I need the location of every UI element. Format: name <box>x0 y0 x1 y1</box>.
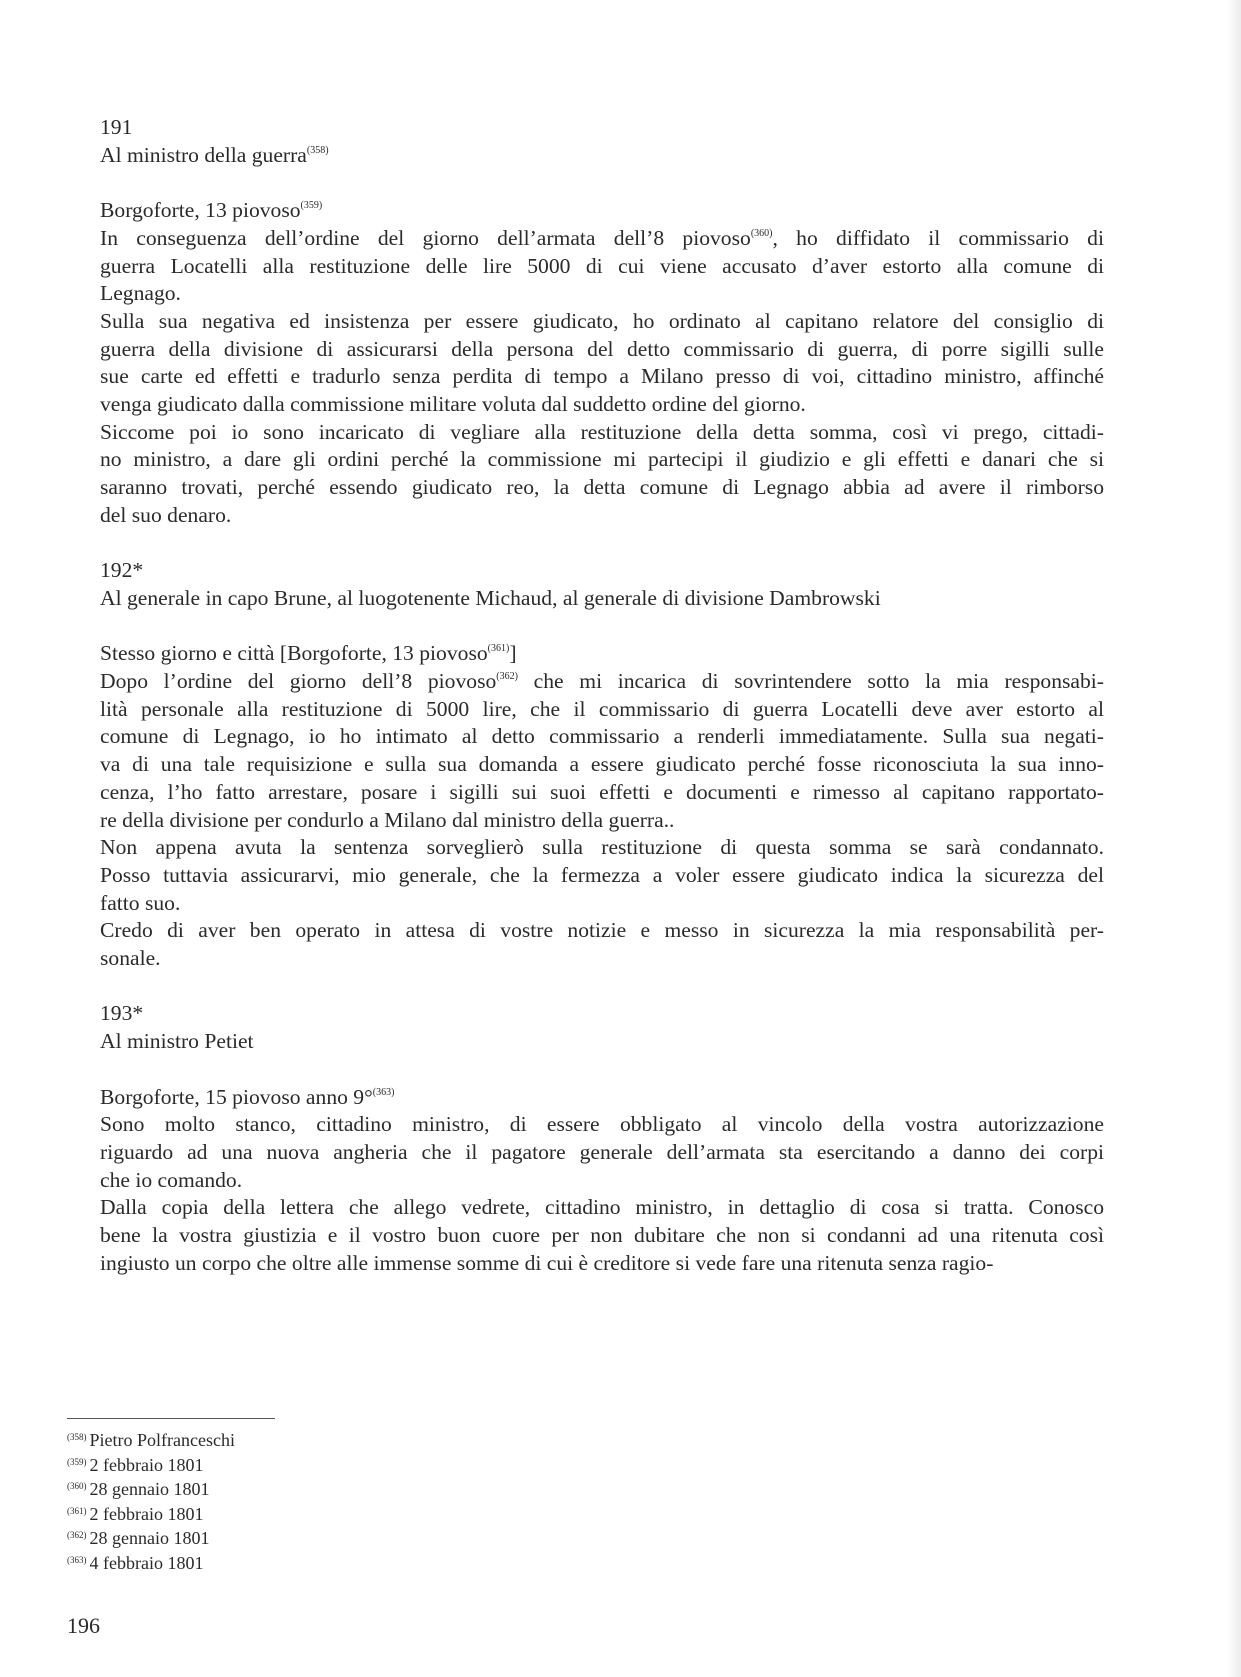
footnote-item <box>67 1526 235 1551</box>
page-edge-shadow <box>1227 0 1241 1677</box>
letter-recipient <box>100 142 1104 170</box>
letter-place-date <box>100 1084 1104 1112</box>
footnote-item <box>67 1453 235 1478</box>
text-line: no ministro, a dare gli ordini perché la commissione mi partecipi il giudizio e gli effetti e danari che si <box>100 447 1104 472</box>
paragraph <box>100 668 1104 834</box>
text-line: Legnago. <box>100 281 181 306</box>
text-line: sonale. <box>100 946 161 971</box>
footnote-number: (360) <box>67 1481 87 1492</box>
document-body <box>100 114 1104 1277</box>
text-line: Posso tuttavia assicurarvi, mio generale, che la fermezza a voler essere giudicato indica la sicurezza del <box>100 862 1104 887</box>
text-line: riguardo ad una nuova angheria che il pagatore generale dell’armata sta esercitando a danno dei corpi <box>100 1139 1104 1164</box>
footnote-text: 2 febbraio 1801 <box>89 1454 204 1475</box>
text-line: guerra della divisione di assicurarsi della persona del detto commissario di guerra, di porre sigilli sulle <box>100 336 1104 361</box>
footnote-ref: (362) <box>496 671 518 683</box>
text-line: Siccome poi io sono incaricato di vegliare alla restituzione della detta somma, così vi prego, cittadi- <box>100 419 1104 444</box>
text-line: venga giudicato dalla commissione militare voluta dal suddetto ordine del giorno. <box>100 392 806 417</box>
footnote-ref: (361) <box>487 643 510 655</box>
footnote-number: (361) <box>67 1505 87 1516</box>
footnotes-section <box>67 1428 235 1576</box>
footnote-ref: (359) <box>300 200 323 212</box>
place-date-text: Borgoforte, 13 piovoso <box>100 198 301 223</box>
paragraph <box>100 419 1104 530</box>
text-line <box>100 225 1104 253</box>
place-date-tail: ] <box>509 641 517 666</box>
text-line: che io comando. <box>100 1167 243 1192</box>
text-line: Sulla sua negativa ed insistenza per essere giudicato, ho ordinato al capitano relatore del consiglio di <box>100 308 1104 333</box>
text-line: del suo denaro. <box>100 502 232 527</box>
footnote-text: 28 gennaio 1801 <box>89 1479 210 1500</box>
footnote-text: Pietro Polfranceschi <box>89 1430 235 1450</box>
footnote-item <box>67 1477 235 1502</box>
paragraph <box>100 1194 1104 1277</box>
text-line: fatto suo. <box>100 890 181 915</box>
letter-number: 193* <box>100 1001 144 1026</box>
letter-number: 192* <box>100 558 144 583</box>
text-line: Credo di aver ben operato in attesa di vostre notizie e messo in sicurezza la mia responsabilità per- <box>100 918 1104 943</box>
paragraph <box>100 308 1104 419</box>
text-line: re della divisione per condurlo a Milano dal ministro della guerra.. <box>100 807 675 832</box>
footnote-separator <box>67 1418 275 1419</box>
text-line: ingiusto un corpo che oltre alle immense somme di cui è creditore si vede fare una ritenuta senza ragio- <box>100 1250 994 1275</box>
text-line: bene la vostra giustizia e il vostro buon cuore per non dubitare che non si condanni ad una ritenuta così <box>100 1223 1104 1248</box>
paragraph <box>100 834 1104 917</box>
footnote-number: (358) <box>67 1432 87 1442</box>
text-line: Sono molto stanco, cittadino ministro, di essere obbligato al vincolo della vostra autorizzazione <box>100 1112 1104 1137</box>
text-line: saranno trovati, perché essendo giudicato reo, la detta comune di Legnago abbia ad avere il rimborso <box>100 475 1104 500</box>
text-line: lità personale alla restituzione di 5000 lire, che il commissario di guerra Locatelli deve aver estorto al <box>100 696 1104 721</box>
paragraph <box>100 225 1104 308</box>
text-line: Dalla copia della lettera che allego vedrete, cittadino ministro, in dettaglio di cosa si tratta. Conosco <box>100 1195 1104 1220</box>
letter-recipient <box>100 585 1104 613</box>
text-line <box>100 668 1104 696</box>
text-line: Non appena avuta la sentenza sorveglierò sulla restituzione di questa somma se sarà condannato. <box>100 835 1104 860</box>
text-segment: In conseguenza dell’ordine del giorno dell’armata dell’8 piovoso <box>100 225 751 250</box>
text-line: cenza, l’ho fatto arrestare, posare i sigilli sui suoi effetti e documenti e rimesso al capitano rapportato- <box>100 779 1104 804</box>
paragraph <box>100 917 1104 972</box>
letter-place-date <box>100 197 1104 225</box>
text-segment: che mi incarica di sovrintendere sotto la mia responsabi- <box>517 669 1104 694</box>
place-date-text: Stesso giorno e città [Borgoforte, 13 piovoso <box>100 641 488 666</box>
footnote-number: (362) <box>67 1530 87 1541</box>
footnote-number: (359) <box>67 1456 87 1467</box>
place-date-text: Borgoforte, 15 piovoso anno 9° <box>100 1084 373 1109</box>
footnote-ref: (360) <box>750 227 773 239</box>
footnote-text: 2 febbraio 1801 <box>89 1503 204 1524</box>
footnote-item <box>67 1502 235 1527</box>
text-line: comune di Legnago, io ho intimato al detto commissario a renderli immediatamente. Sulla sua negati- <box>100 724 1104 749</box>
footnote-number: (363) <box>67 1554 87 1565</box>
text-segment: , ho diffidato il commissario di <box>772 225 1104 250</box>
recipient-text: Al ministro della guerra <box>100 142 307 167</box>
footnote-item <box>67 1551 235 1576</box>
recipient-text: Al ministro Petiet <box>100 1029 254 1054</box>
footnote-ref: (363) <box>372 1086 395 1098</box>
footnote-text: 4 febbraio 1801 <box>89 1552 204 1573</box>
text-line: sue carte ed effetti e tradurlo senza perdita di tempo a Milano presso di voi, cittadino ministro, affinché <box>100 364 1104 389</box>
footnote-item <box>67 1428 235 1453</box>
paragraph <box>100 1111 1104 1194</box>
recipient-text: Al generale in capo Brune, al luogotenente Michaud, al generale di divisione Dambrowski <box>100 585 881 610</box>
footnote-text: 28 gennaio 1801 <box>89 1528 210 1549</box>
page-number: 196 <box>67 1613 100 1638</box>
letter-place-date <box>100 640 1104 668</box>
text-line: va di una tale requisizione e sulla sua domanda a essere giudicato perché fosse riconosciuta la sua inno- <box>100 752 1104 777</box>
letter-recipient <box>100 1028 1104 1056</box>
text-line: guerra Locatelli alla restituzione delle lire 5000 di cui viene accusato d’aver estorto alla comune di <box>100 253 1104 278</box>
letter-number: 191 <box>100 115 133 139</box>
text-segment: Dopo l’ordine del giorno dell’8 piovoso <box>100 669 497 694</box>
footnote-ref: (358) <box>306 144 329 156</box>
